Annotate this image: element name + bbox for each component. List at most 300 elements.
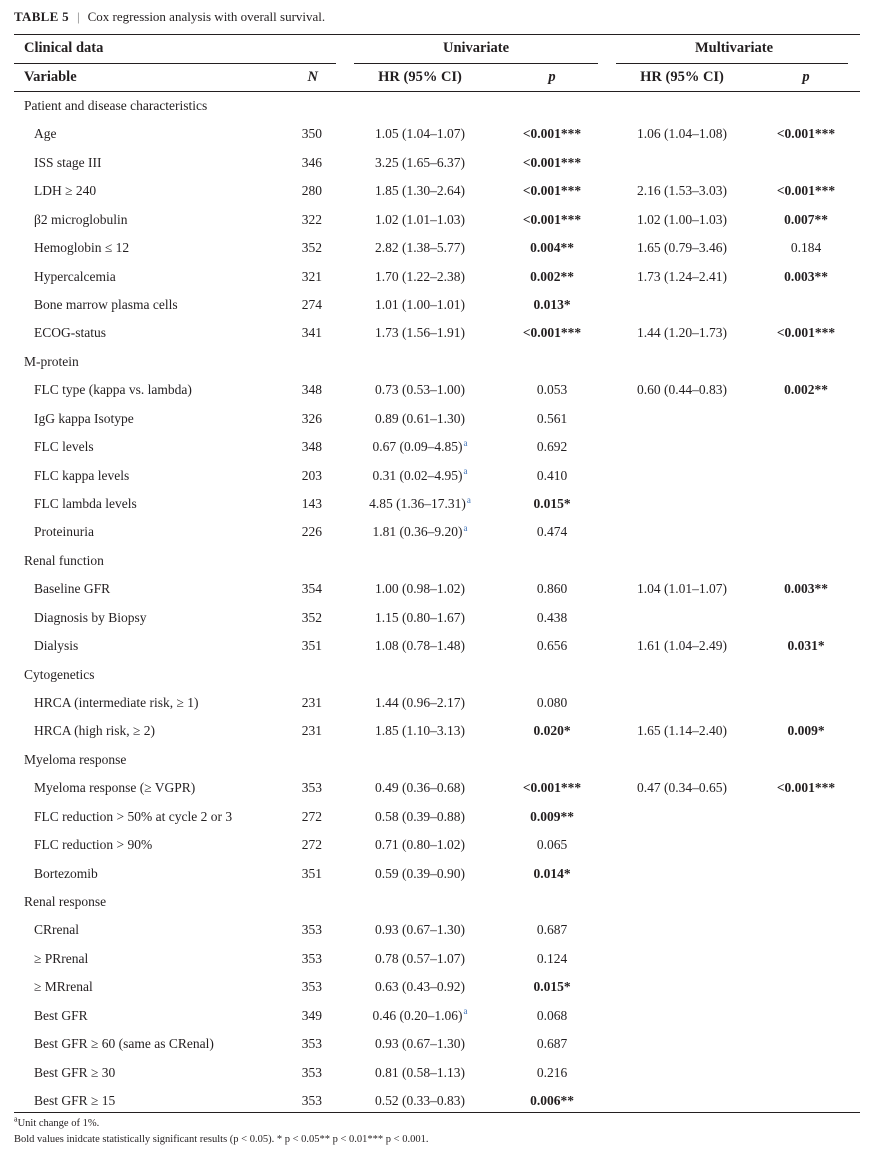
n-cell-text: 354 — [301, 581, 322, 597]
n-cell-text: 321 — [301, 268, 322, 284]
hr-univariate-cell — [375, 234, 465, 262]
n-cell-text: 353 — [301, 1064, 322, 1080]
section-label — [24, 92, 207, 120]
hr-univariate-cell — [375, 604, 465, 632]
p-univariate-cell — [537, 1030, 567, 1058]
hr-multivariate-cell-text: 2.16 (1.53–3.03) — [637, 183, 727, 199]
n-cell-text: 348 — [301, 439, 322, 455]
n-cell — [302, 376, 322, 404]
section-label — [24, 348, 79, 376]
variable-cell-text: β2 microglobulin — [34, 211, 128, 227]
variable-cell — [34, 234, 129, 262]
variable-cell-text: Hemoglobin ≤ 12 — [34, 240, 130, 256]
table-row — [0, 518, 870, 546]
hr-univariate-cell-text: 3.25 (1.65–6.37) — [375, 154, 465, 170]
hr-univariate-cell — [375, 831, 465, 859]
p-univariate-cell — [530, 1087, 574, 1115]
p-multivariate-cell-text: 0.184 — [790, 240, 822, 256]
hr-univariate-cell — [373, 518, 468, 546]
p-univariate-cell-text: 0.561 — [536, 410, 568, 426]
variable-cell-text: Bortezomib — [34, 865, 98, 881]
n-cell — [302, 831, 322, 859]
hr-univariate-cell — [375, 575, 465, 603]
n-cell — [302, 263, 322, 291]
variable-cell-text: FLC kappa levels — [34, 467, 130, 483]
header-clinical-data: Clinical data — [24, 40, 104, 56]
hr-univariate-cell-text: 1.81 (0.36–9.20) — [372, 524, 463, 540]
p-univariate-cell-text: 0.860 — [536, 581, 568, 597]
hr-univariate-cell-text: 1.15 (0.80–1.67) — [375, 609, 465, 625]
p-univariate-cell-text: 0.216 — [536, 1064, 568, 1080]
table-title: Cox regression analysis with overall survival. — [87, 9, 326, 24]
table-row — [0, 803, 870, 831]
variable-cell — [34, 177, 96, 205]
header-hr-multivariate: HR (95% CI) — [640, 69, 724, 85]
hr-univariate-cell — [375, 774, 465, 802]
hr-univariate-cell — [373, 433, 468, 461]
variable-cell — [34, 1002, 88, 1030]
table-row — [0, 490, 870, 518]
hr-univariate-cell-text: 0.67 (0.09–4.85) — [372, 439, 463, 455]
hr-univariate-cell — [375, 177, 465, 205]
p-univariate-cell-text: 0.009** — [530, 808, 574, 824]
table-row — [0, 1087, 870, 1115]
hr-univariate-cell — [375, 319, 465, 347]
p-univariate-cell — [523, 319, 581, 347]
p-univariate-cell — [533, 973, 570, 1001]
n-cell — [302, 1002, 322, 1030]
footnote-unit-change — [14, 1114, 100, 1129]
n-cell — [302, 120, 322, 148]
variable-cell — [34, 860, 98, 888]
n-cell-text: 352 — [301, 240, 322, 256]
p-univariate-cell-text: <0.001*** — [522, 126, 582, 142]
n-cell-text: 353 — [301, 922, 322, 938]
p-univariate-cell — [537, 916, 567, 944]
p-univariate-cell-text: 0.015* — [533, 979, 571, 995]
bottom-rule — [14, 1112, 860, 1113]
variable-cell — [34, 831, 152, 859]
caption-separator: | — [76, 9, 80, 24]
p-univariate-cell — [533, 717, 570, 745]
variable-cell — [34, 319, 106, 347]
hr-univariate-cell — [375, 291, 465, 319]
section-label — [24, 746, 126, 774]
variable-cell-text: ≥ MRrenal — [34, 979, 93, 995]
n-cell-text: 231 — [301, 723, 322, 739]
variable-cell — [34, 291, 178, 319]
n-cell-text: 353 — [301, 780, 322, 796]
section-label — [24, 888, 106, 916]
header-variable: Variable — [24, 69, 77, 85]
table-row — [0, 774, 870, 802]
hr-multivariate-cell — [637, 575, 727, 603]
hr-univariate-cell — [375, 945, 465, 973]
n-cell — [302, 234, 322, 262]
hr-multivariate-cell — [637, 206, 727, 234]
variable-cell-text: HRCA (high risk, ≥ 2) — [34, 723, 156, 739]
hr-univariate-cell — [375, 1059, 465, 1087]
hr-univariate-cell-text: 0.63 (0.43–0.92) — [375, 979, 465, 995]
n-cell — [302, 433, 322, 461]
p-univariate-cell-text: <0.001*** — [522, 780, 582, 796]
hr-multivariate-cell — [637, 120, 727, 148]
variable-cell — [34, 518, 94, 546]
p-univariate-cell-text: 0.053 — [536, 382, 568, 398]
n-cell — [302, 575, 322, 603]
p-univariate-cell-text: 0.438 — [536, 609, 568, 625]
variable-cell — [34, 149, 102, 177]
hr-univariate-cell-text: 1.02 (1.01–1.03) — [375, 211, 465, 227]
table-row — [0, 177, 870, 205]
hr-multivariate-cell-text: 1.65 (1.14–2.40) — [637, 723, 727, 739]
hr-univariate-cell-text: 1.08 (0.78–1.48) — [375, 638, 465, 654]
header-multivariate: Multivariate — [694, 40, 774, 56]
n-cell-text: 346 — [301, 154, 322, 170]
hr-univariate-cell-text: 1.85 (1.10–3.13) — [375, 723, 465, 739]
table-row — [0, 632, 870, 660]
multivariate-rule — [616, 63, 848, 64]
variable-cell-text: Best GFR ≥ 30 — [34, 1064, 116, 1080]
n-cell — [302, 177, 322, 205]
p-multivariate-cell-text: 0.003** — [784, 268, 828, 284]
p-univariate-cell — [523, 149, 581, 177]
hr-univariate-cell — [375, 860, 465, 888]
hr-univariate-cell-text: 0.73 (0.53–1.00) — [375, 382, 465, 398]
p-univariate-cell — [537, 518, 567, 546]
footnote-mark: a — [14, 1114, 18, 1124]
p-univariate-cell-text: 0.410 — [536, 467, 568, 483]
variable-cell — [34, 263, 116, 291]
variable-cell — [34, 462, 129, 490]
variable-cell-text: ECOG-status — [34, 325, 106, 341]
section-label-text: M-protein — [24, 353, 79, 369]
variable-cell-text: IgG kappa Isotype — [34, 410, 134, 426]
variable-cell-text: FLC reduction > 90% — [34, 837, 153, 853]
table-row — [0, 1002, 870, 1030]
p-univariate-cell-text: 0.656 — [536, 638, 568, 654]
variable-cell — [34, 1059, 115, 1087]
table-row — [0, 575, 870, 603]
p-multivariate-cell-text: <0.001*** — [776, 126, 836, 142]
variable-cell-text: CRrenal — [34, 922, 79, 938]
hr-multivariate-cell — [637, 774, 727, 802]
hr-univariate-cell-text: 0.46 (0.20–1.06) — [372, 1007, 463, 1023]
p-multivariate-cell — [784, 575, 828, 603]
hr-multivariate-cell-text: 1.61 (1.04–2.49) — [637, 638, 727, 654]
variable-cell-text: Age — [34, 126, 57, 142]
p-multivariate-cell-text: 0.003** — [784, 581, 828, 597]
hr-univariate-cell-text: 2.82 (1.38–5.77) — [375, 240, 465, 256]
hr-multivariate-cell-text: 1.44 (1.20–1.73) — [637, 325, 727, 341]
p-univariate-cell-text: 0.474 — [536, 524, 568, 540]
p-multivariate-cell — [787, 717, 824, 745]
p-univariate-cell-text: 0.068 — [536, 1007, 568, 1023]
p-multivariate-cell-text: 0.002** — [784, 382, 828, 398]
n-cell — [302, 945, 322, 973]
n-cell-text: 351 — [301, 865, 322, 881]
p-univariate-cell — [537, 462, 567, 490]
n-cell — [302, 632, 322, 660]
p-multivariate-cell-text: 0.009* — [787, 723, 825, 739]
footnote-unit-change-text: Unit change of 1%. — [17, 1118, 100, 1129]
hr-univariate-cell-text: 0.52 (0.33–0.83) — [375, 1093, 465, 1109]
hr-univariate-cell — [375, 263, 465, 291]
n-cell-text: 231 — [301, 695, 322, 711]
n-cell — [302, 518, 322, 546]
p-multivariate-cell-text: 0.031* — [787, 638, 825, 654]
hr-univariate-cell-text: 4.85 (1.36–17.31) — [369, 496, 466, 512]
variable-cell — [34, 689, 199, 717]
table-row — [0, 860, 870, 888]
table-row — [0, 120, 870, 148]
section-label-text: Renal response — [24, 894, 107, 910]
n-cell — [302, 291, 322, 319]
p-univariate-cell — [533, 490, 570, 518]
hr-univariate-cell-text: 1.05 (1.04–1.07) — [375, 126, 465, 142]
section-header-row — [0, 547, 870, 575]
p-multivariate-cell — [784, 263, 828, 291]
hr-univariate-cell-text: 1.85 (1.30–2.64) — [375, 183, 465, 199]
hr-univariate-cell — [373, 1002, 468, 1030]
p-multivariate-cell-text: 0.007** — [784, 211, 828, 227]
hr-univariate-cell — [375, 120, 465, 148]
table-row — [0, 319, 870, 347]
variable-cell-text: Best GFR — [34, 1007, 88, 1023]
n-cell — [302, 206, 322, 234]
table-label: TABLE 5 — [14, 9, 69, 24]
hr-multivariate-cell-text: 1.04 (1.01–1.07) — [637, 581, 727, 597]
footnote-a-marker: a — [466, 494, 471, 505]
variable-cell — [34, 945, 88, 973]
table-row — [0, 717, 870, 745]
n-cell — [302, 1059, 322, 1087]
hr-univariate-cell-text: 0.49 (0.36–0.68) — [375, 780, 465, 796]
hr-univariate-cell-text: 0.93 (0.67–1.30) — [375, 1036, 465, 1052]
table-row — [0, 234, 870, 262]
n-cell — [302, 717, 322, 745]
p-univariate-cell — [533, 860, 570, 888]
p-univariate-cell — [537, 604, 567, 632]
variable-cell — [34, 916, 79, 944]
hr-univariate-cell — [375, 405, 465, 433]
p-univariate-cell-text: <0.001*** — [522, 183, 582, 199]
variable-cell — [34, 803, 232, 831]
header-p-univariate: p — [548, 69, 556, 85]
p-multivariate-cell — [777, 774, 835, 802]
n-cell — [302, 1030, 322, 1058]
n-cell-text: 326 — [301, 410, 322, 426]
table-row — [0, 945, 870, 973]
n-cell-text: 322 — [301, 211, 322, 227]
variable-cell-text: ≥ PRrenal — [34, 950, 89, 966]
hr-multivariate-cell — [637, 234, 727, 262]
variable-cell — [34, 973, 93, 1001]
n-cell — [302, 1087, 322, 1115]
variable-cell-text: Dialysis — [34, 638, 79, 654]
hr-univariate-cell — [375, 916, 465, 944]
p-multivariate-cell-text: <0.001*** — [776, 183, 836, 199]
variable-cell — [34, 604, 147, 632]
p-multivariate-cell — [784, 206, 828, 234]
table-row — [0, 973, 870, 1001]
hr-multivariate-cell-text: 1.73 (1.24–2.41) — [637, 268, 727, 284]
section-label-text: Patient and disease characteristics — [24, 98, 208, 113]
hr-multivariate-cell — [637, 717, 727, 745]
n-cell — [302, 689, 322, 717]
section-header-row — [0, 92, 870, 120]
p-univariate-cell-text: 0.004** — [530, 240, 574, 256]
p-univariate-cell — [537, 405, 567, 433]
table-row — [0, 1030, 870, 1058]
n-cell-text: 348 — [301, 382, 322, 398]
hr-univariate-cell — [373, 462, 468, 490]
p-univariate-cell — [537, 1059, 567, 1087]
variable-cell — [34, 433, 94, 461]
variable-cell — [34, 575, 110, 603]
n-cell-text: 350 — [301, 126, 322, 142]
hr-multivariate-cell-text: 1.65 (0.79–3.46) — [637, 240, 727, 256]
table-row — [0, 263, 870, 291]
p-univariate-cell-text: <0.001*** — [522, 154, 582, 170]
n-cell-text: 203 — [301, 467, 322, 483]
footnote-a-marker: a — [463, 466, 468, 477]
section-header-row — [0, 888, 870, 916]
hr-multivariate-cell-text: 1.02 (1.00–1.03) — [637, 211, 727, 227]
clinical-data-rule — [14, 63, 336, 64]
n-cell — [302, 774, 322, 802]
variable-cell-text: Myeloma response (≥ VGPR) — [34, 780, 196, 796]
table-row — [0, 405, 870, 433]
n-cell-text: 353 — [301, 1093, 322, 1109]
table-row — [0, 831, 870, 859]
hr-multivariate-cell-text: 0.47 (0.34–0.65) — [637, 780, 727, 796]
univariate-rule — [354, 63, 598, 64]
p-univariate-cell-text: 0.065 — [536, 837, 568, 853]
section-header-row — [0, 348, 870, 376]
p-multivariate-cell — [791, 234, 821, 262]
variable-cell-text: FLC levels — [34, 439, 94, 455]
n-cell — [302, 973, 322, 1001]
hr-univariate-cell — [375, 803, 465, 831]
p-univariate-cell-text: 0.692 — [536, 439, 568, 455]
variable-cell — [34, 120, 57, 148]
p-univariate-cell-text: 0.002** — [530, 268, 574, 284]
p-univariate-cell-text: 0.006** — [530, 1093, 574, 1109]
section-header-row — [0, 661, 870, 689]
hr-univariate-cell — [375, 149, 465, 177]
p-univariate-cell — [530, 263, 574, 291]
hr-univariate-cell-text: 0.89 (0.61–1.30) — [375, 410, 465, 426]
p-univariate-cell-text: <0.001*** — [522, 325, 582, 341]
table-caption — [14, 9, 325, 25]
p-multivariate-cell-text: <0.001*** — [776, 325, 836, 341]
table-row — [0, 689, 870, 717]
n-cell — [302, 490, 322, 518]
variable-cell — [34, 774, 195, 802]
variable-cell-text: Best GFR ≥ 60 (same as CRenal) — [34, 1036, 214, 1052]
p-univariate-cell-text: 0.124 — [536, 950, 568, 966]
table-row — [0, 376, 870, 404]
p-univariate-cell — [523, 774, 581, 802]
hr-univariate-cell — [375, 973, 465, 1001]
hr-univariate-cell — [375, 206, 465, 234]
p-univariate-cell — [537, 689, 567, 717]
hr-univariate-cell — [375, 717, 465, 745]
hr-multivariate-cell — [637, 319, 727, 347]
p-univariate-cell-text: 0.013* — [533, 297, 571, 312]
n-cell — [302, 860, 322, 888]
hr-univariate-cell-text: 1.00 (0.98–1.02) — [375, 581, 465, 597]
variable-cell-text: Best GFR ≥ 15 — [34, 1093, 116, 1109]
variable-cell — [34, 405, 134, 433]
p-univariate-cell — [530, 803, 574, 831]
p-univariate-cell — [537, 433, 567, 461]
section-label-text: Cytogenetics — [24, 666, 95, 682]
variable-cell-text: Proteinuria — [34, 524, 94, 540]
variable-cell — [34, 376, 192, 404]
n-cell — [302, 462, 322, 490]
variable-cell-text: LDH ≥ 240 — [34, 183, 97, 199]
n-cell-text: 226 — [301, 524, 322, 540]
p-multivariate-cell — [787, 632, 824, 660]
hr-univariate-cell — [375, 376, 465, 404]
header-p-multivariate: p — [802, 69, 810, 85]
p-univariate-cell — [523, 206, 581, 234]
variable-cell — [34, 1087, 115, 1115]
p-univariate-cell-text: <0.001*** — [522, 211, 582, 227]
variable-cell — [34, 717, 155, 745]
hr-univariate-cell-text: 0.31 (0.02–4.95) — [372, 467, 463, 483]
p-multivariate-cell — [777, 319, 835, 347]
n-cell-text: 341 — [301, 325, 322, 341]
footnote-a-marker: a — [463, 522, 468, 533]
p-multivariate-cell-text: <0.001*** — [776, 780, 836, 796]
hr-univariate-cell-text: 1.01 (1.00–1.01) — [375, 297, 465, 312]
hr-univariate-cell-text: 0.78 (0.57–1.07) — [375, 950, 465, 966]
n-cell — [302, 405, 322, 433]
hr-univariate-cell — [375, 632, 465, 660]
hr-univariate-cell-text: 1.70 (1.22–2.38) — [375, 268, 465, 284]
p-univariate-cell — [523, 177, 581, 205]
n-cell-text: 272 — [301, 808, 322, 824]
n-cell-text: 353 — [301, 1036, 322, 1052]
variable-cell-text: FLC type (kappa vs. lambda) — [34, 382, 192, 398]
variable-cell-text: ISS stage III — [34, 154, 102, 170]
variable-cell-text: Hypercalcemia — [34, 268, 116, 284]
p-univariate-cell — [530, 234, 574, 262]
p-univariate-cell — [537, 831, 567, 859]
table-row — [0, 206, 870, 234]
section-label-text: Myeloma response — [24, 751, 127, 767]
variable-cell — [34, 1030, 214, 1058]
n-cell-text: 349 — [301, 1007, 322, 1023]
variable-cell-text: FLC reduction > 50% at cycle 2 or 3 — [34, 808, 233, 824]
table-row — [0, 291, 870, 319]
table-row — [0, 604, 870, 632]
p-multivariate-cell — [784, 376, 828, 404]
n-cell — [302, 916, 322, 944]
variable-cell-text: Diagnosis by Biopsy — [34, 609, 147, 625]
p-univariate-cell — [537, 376, 567, 404]
variable-cell — [34, 490, 137, 518]
n-cell — [302, 604, 322, 632]
n-cell-text: 143 — [301, 496, 322, 512]
header-n: N — [307, 69, 318, 85]
n-cell-text: 351 — [301, 638, 322, 654]
hr-multivariate-cell — [637, 376, 727, 404]
variable-cell-text: FLC lambda levels — [34, 496, 137, 512]
